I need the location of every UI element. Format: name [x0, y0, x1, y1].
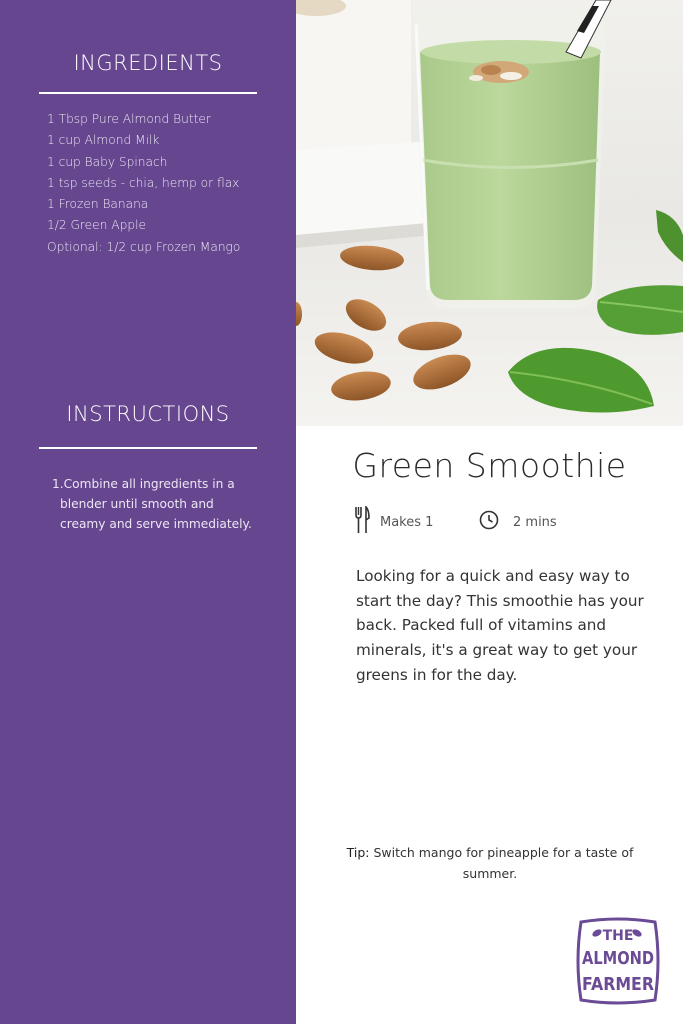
tip: [330, 842, 650, 884]
instructions-title: INSTRUCTIONS: [66, 402, 230, 426]
sidebar: [0, 0, 296, 1024]
instructions-divider: [39, 447, 257, 449]
ingredients-title: INGREDIENTS: [73, 51, 223, 75]
tip-label: Tip:: [346, 845, 370, 860]
smoothie-photo: [296, 0, 683, 426]
time-label: 2 mins: [513, 514, 557, 530]
logo-line3: FARMER: [582, 974, 655, 995]
tip-text: Switch mango for pineapple for a taste of summer.: [373, 845, 634, 881]
servings-label: Makes 1: [380, 514, 434, 530]
ingredient-item: 1 cup Baby Spinach: [47, 154, 168, 169]
fork-knife-icon: [354, 506, 370, 538]
ingredient-item: 1/2 Green Apple: [47, 218, 146, 233]
instruction-step: 1.Combine all ingredients in a blender until smooth and creamy and serve immediately.: [52, 477, 252, 531]
recipe-description: Looking for a quick and easy way to start the day? This smoothie has your back. Packed full of vitamins and minerals, it's a great way to get your greens in for the day.: [356, 567, 644, 684]
ingredients-list: [47, 109, 240, 258]
servings-info: [354, 507, 433, 537]
ingredient-item: Optional: 1/2 cup Frozen Mango: [47, 239, 241, 254]
recipe-title: Green Smoothie: [352, 446, 627, 485]
logo-line2: ALMOND: [582, 948, 654, 969]
ingredient-item: 1 Tbsp Pure Almond Butter: [47, 112, 211, 126]
instructions-list: [52, 474, 262, 534]
ingredients-divider: [39, 92, 257, 94]
clock-icon: [479, 510, 499, 534]
smoothie-illustration: [296, 0, 683, 426]
ingredient-item: 1 cup Almond Milk: [47, 133, 160, 148]
almond-farmer-logo: [573, 916, 663, 1006]
logo-line1: THE: [602, 928, 634, 944]
ingredient-item: 1 tsp seeds - chia, hemp or flax: [47, 175, 240, 190]
ingredient-item: 1 Frozen Banana: [47, 197, 149, 212]
time-info: [479, 507, 557, 537]
